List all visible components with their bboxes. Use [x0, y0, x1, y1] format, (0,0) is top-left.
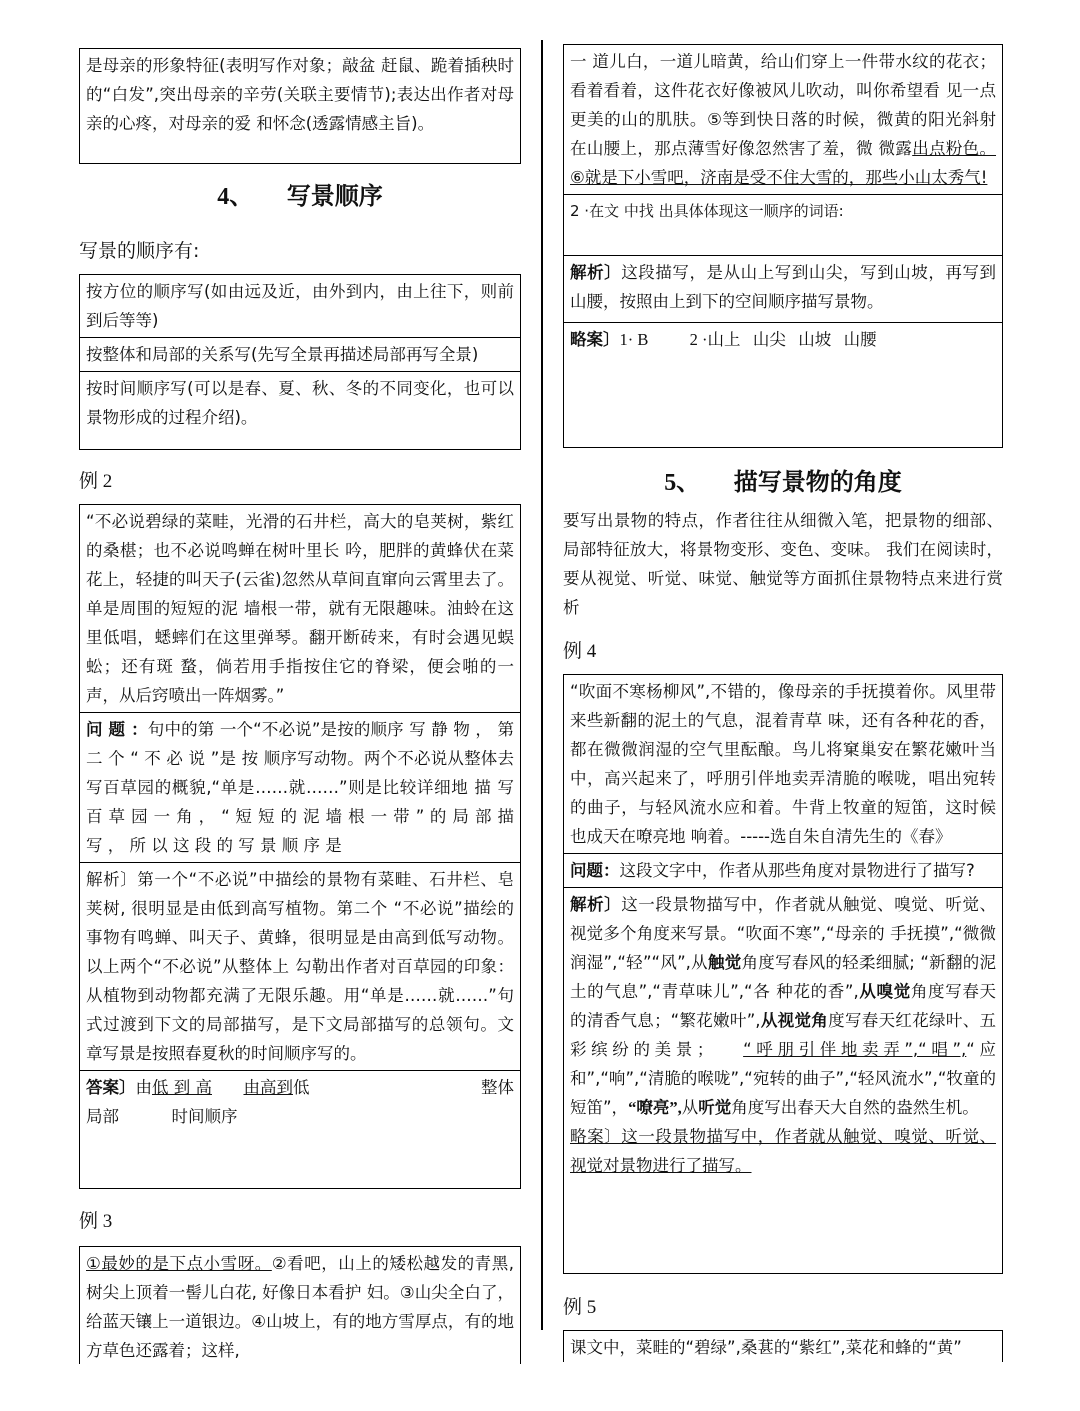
- section-4-number: 4、: [217, 184, 254, 210]
- example-4-question: 这段文字中，作者从那些角度对景物进行了描写?: [619, 861, 975, 880]
- order-item: 按方位的顺序写(如由远及近，由外到内，由上往下，则前到后等等): [86, 282, 514, 330]
- example-2-box: [79, 504, 521, 1189]
- order-item: 按整体和局部的关系写(先写全景再描述局部再写全景): [80, 337, 520, 371]
- order-item: 按时间顺序写(可以是春、夏、秋、冬的不同变化，也可以景物形成的过程介绍)。: [80, 371, 520, 434]
- section-5-intro: 要写出景物的特点，作者往往从细微入笔，把景物的细部、局部特征放大，将景物变形、变色、变味。 我们在阅读时，要从视觉、听觉、味觉、触觉等方面抓住景物特点来进行赏析: [563, 511, 1003, 617]
- order-heading: 写景的顺序有:: [79, 240, 200, 262]
- example-3-highlight: ①最妙的是下点小雪呀。: [86, 1254, 272, 1273]
- example-3-box: [79, 1246, 521, 1364]
- example-4-analysis: 解析〕这一段景物描写中，作者就从触觉、嗅觉、听觉、视觉多个角度来写景。“吹面不寒”,“母亲的 手抚摸”,“微微润湿”,“轻”“风”,从触觉角度写春风的轻柔细腻; “新翻的泥土的气息”,“青草味儿”,“各 种花的香”,从嗅觉角度写春天的清香气息；“繁花嫩叶”,从视觉角度写春天红花绿叶、五彩缤纷的美景； “呼朋引伴地卖弄”,“唱”,“应和”,“响”,“清脆的喉咙”,“宛转的曲子”,“轻风流水”,“牧童的短笛”，“嘹亮”,从听觉角度写出春天大自然的盎然生机。 略案〕这一段景物描写中，作者就从触觉、嗅觉、听觉、视觉对景物进行了描写。: [564, 887, 1002, 1182]
- example-3-question-2: 2 ·在文 中找 出具体体现这一顺序的词语:: [570, 202, 844, 220]
- example-2-label: 例 2: [79, 471, 113, 492]
- example-5-box: [563, 1330, 1003, 1362]
- example-3-analysis: 这段描写，是从山上写到山尖，写到山坡，再写到山腰，按照由上到下的空间顺序描写景物。: [570, 263, 996, 311]
- example-3-continued-highlight: 出点粉色。⑥就是下小雪吧，济南是受不住大雪的，那些小山太秀气!: [570, 139, 997, 187]
- example-3-label: 例 3: [79, 1211, 113, 1232]
- order-list: [79, 274, 521, 450]
- intro-box: [79, 48, 521, 164]
- section-4-heading: [79, 176, 521, 211]
- example-3-answer: 1· B 2 ·山上 山尖 山坡 山腰: [619, 330, 877, 349]
- section-4-title: 写景顺序: [286, 182, 383, 210]
- example-4-passage: “吹面不寒杨柳风”,不错的，像母亲的手抚摸着你。风里带来些新翻的泥土的气息，混着青草 味，还有各种花的香，都在微微润湿的空气里酝酿。鸟儿将窠巢安在繁花嫩叶当中，高兴起来了，呼朋引伴地卖弄清脆的喉咙，唱出宛转的曲子，与轻风流水应和着。牛背上牧童的短笛，这时候也成天在嘹亮地 响着。-----选自朱自清先生的《春》: [570, 682, 996, 846]
- example-4-box: “吹面不寒杨柳风”,不错的，像母亲的手抚摸着你。风里带来些新翻的泥土的气息，混着青草 味，还有各种花的香，都在微微润湿的空气里酝酿。鸟儿将窠巢安在繁花嫩叶当中，高兴起来了，呼朋引伴地卖弄清脆的喉咙，唱出宛转的曲子，与轻风流水应和着。牛背上牧童的短笛，这时候也成天在嘹亮地 响着。-----选自朱自清先生的《春》 问题：这段文字中，作者从那些角度对景物进行了描写? 解析〕这一段景物描写中，作者就从触觉、嗅觉、听觉、视觉多个角度来写景。“吹面不寒”,“母亲的 手抚摸”,“微微润湿”,“轻”“风”,从触觉角度写春风的轻柔细腻; “新翻的泥土的气息”,“青草味儿”,“各 种花的香”,从嗅觉角度写春天的清香气息；“繁花嫩叶”,从视觉角度写春天红花绿叶、五彩缤纷的美景； “呼朋引伴地卖弄”,“唱”,“应和”,“响”,“清脆的喉咙”,“宛转的曲子”,“轻风流水”,“牧童的短笛”，“嘹亮”,从听觉角度写出春天大自然的盎然生机。 略案〕这一段景物描写中，作者就从触觉、嗅觉、听觉、视觉对景物进行了描写。: [563, 674, 1003, 1274]
- example-3-passage: ②看吧，山上的矮松越发的青黑, 树尖上顶着一髻儿白花, 好像日本看护 妇。③山尖全白了，给蓝天镶上一道银边。④山坡上，有的地方雪厚点，有的地方草色还露着；这样,: [86, 1254, 514, 1360]
- section-5-title: 描写景物的角度: [733, 468, 902, 496]
- example-3-continued-text: 一 道儿白，一道儿暗黄，给山们穿上一件带水纹的花衣；看着看着，这件花衣好像被风儿吹动，叫你希望看 见一点更美的山的肌肤。⑤等到快日落的时候，微黄的阳光斜射在山腰上，那点薄雪好像忽然害了羞，微 微露: [570, 52, 996, 158]
- column-divider: [541, 40, 543, 1330]
- intro-text: 是母亲的形象特征(表明写作对象；敲盆 赶鼠、跪着插秧时的“白发”,突出母亲的辛劳(关联主要情节);表达出作者对母亲的心疼，对母亲的爱 和怀念(透露情感主旨)。: [86, 56, 514, 133]
- example-5-passage: 课文中，菜畦的“碧绿”,桑葚的“紫红”,菜花和蜂的“黄”: [570, 1338, 962, 1357]
- example-2-passage: “不必说碧绿的菜畦，光滑的石井栏，高大的皂荚树，紫红的桑椹；也不必说鸣蝉在树叶里长 吟，肥胖的黄蜂伏在菜花上，轻捷的叫天子(云雀)忽然从草间直窜向云霄里去了。单是周围的短短的泥 墙根一带，就有无限趣味。油蛉在这里低唱，蟋蟀们在这里弹琴。翻开断砖来，有时会遇见蜈蚣；还有斑 蝥，倘若用手指按住它的脊梁，便会啪的一声，从后窍喷出一阵烟雾。”: [86, 512, 514, 705]
- example-4-label: 例 4: [563, 641, 597, 662]
- example-5-label: 例 5: [563, 1297, 597, 1318]
- section-5-number: 5、: [664, 470, 701, 496]
- example-4-answer: 略案〕这一段景物描写中，作者就从触觉、嗅觉、听觉、视觉对景物进行了描写。: [570, 1127, 996, 1175]
- section-5-heading: [563, 462, 1003, 497]
- example-2-answer: 答案〕由低 到 高 由高到低 整体 局部 时间顺序: [80, 1070, 520, 1133]
- example-2-question: 问 题 ：句中的第 一个“不必说”是按的顺序 写 静 物 ， 第 二 个 “ 不 必 说 ”是 按 顺序写动物。两个不必说从整体去写百草园的概貌,“单是……就……”则是比较详细地 描 写 百 草 园 一 角 ， “ 短 短 的 泥 墙 根 一 带 ” 的 局 部 描 写 ， 所 以 这 段 的 写 景 顺 序 是: [80, 712, 520, 862]
- example-2-analysis: 解析〕第一个“不必说”中描绘的景物有菜畦、石井栏、皂荚树, 很明显是由低到高写植物。第二个 “不必说”描绘的事物有鸣蝉、叫天子、黄蜂，很明显是由高到低写动物。以上两个“不必说”从整体上 勾勒出作者对百草园的印象：从植物到动物都充满了无限乐趣。用“单是……就……”句式过渡到下文的局部描写，是下文局部描写的总领句。文章写景是按照春夏秋的时间顺序写的。: [80, 862, 520, 1070]
- example-3-continued: 一 道儿白，一道儿暗黄，给山们穿上一件带水纹的花衣；看着看着，这件花衣好像被风儿吹动，叫你希望看 见一点更美的山的肌肤。⑤等到快日落的时候，微黄的阳光斜射在山腰上，那点薄雪好像忽然害了羞，微 微露出点粉色。⑥就是下小雪吧，济南是受不住大雪的，那些小山太秀气! 2 ·在文 中找 出具体体现这一顺序的词语: 解析〕这段描写，是从山上写到山尖，写到山坡，再写到山腰，按照由上到下的空间顺序描写景物。 略案〕1· B 2 ·山上 山尖 山坡 山腰: [563, 44, 1003, 448]
